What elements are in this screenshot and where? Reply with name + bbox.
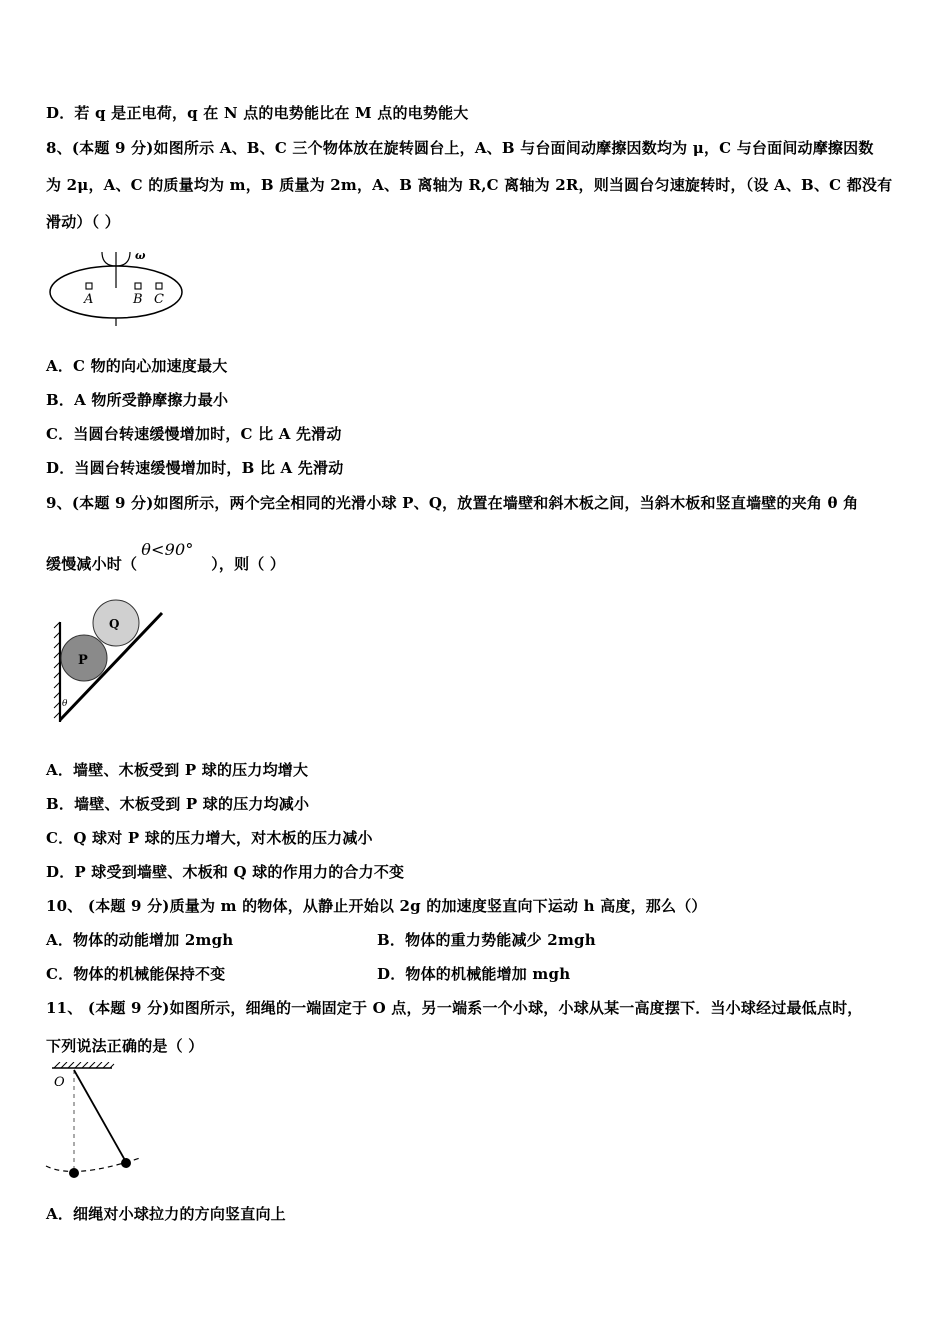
q9-angle-condition: θ<90° <box>141 540 194 559</box>
q9-stem-line2 <box>46 540 286 574</box>
label-theta: θ <box>62 699 68 709</box>
q10-option-d: D．物体的机械能增加 mgh <box>377 965 571 983</box>
q10-option-c: C．物体的机械能保持不变 <box>46 965 226 983</box>
label-a: A <box>84 292 94 307</box>
q7-option-d: D．若 q 是正电荷，q 在 N 点的电势能比在 M 点的电势能大 <box>46 104 469 122</box>
label-b: B <box>133 292 143 307</box>
label-o: O <box>54 1075 65 1090</box>
ball-bottom <box>69 1168 79 1178</box>
q9-stem-pre: 缓慢减小时（ <box>46 555 138 573</box>
q9-stem-post: ），则（ ） <box>211 555 286 573</box>
string <box>74 1070 126 1162</box>
q10-stem: 10、 (本题 9 分)质量为 m 的物体，从静止开始以 2g 的加速度竖直向下运动 h 高度，那么（） <box>46 897 707 915</box>
q11-stem-line1: 11、 (本题 9 分)如图所示，细绳的一端固定于 O 点，另一端系一个小球，小球从某一高度摆下．当小球经过最低点时， <box>46 999 863 1017</box>
q9-stem-line1: 9、(本题 9 分)如图所示，两个完全相同的光滑小球 P、Q，放置在墙壁和斜木板之间，当斜木板和竖直墙壁的夹角 θ 角 <box>46 494 859 512</box>
block-c <box>156 283 162 289</box>
q8-option-a: A．C 物的向心加速度最大 <box>46 357 228 375</box>
q10-option-b: B．物体的重力势能减少 2mgh <box>377 931 596 949</box>
block-b <box>135 283 141 289</box>
ball-side <box>121 1158 131 1168</box>
q11-stem-line2: 下列说法正确的是（ ） <box>46 1037 204 1055</box>
q11-option-a: A．细绳对小球拉力的方向竖直向上 <box>46 1205 286 1223</box>
q8-stem-line3: 滑动）（ ） <box>46 213 120 231</box>
omega-label: ω <box>135 249 146 262</box>
q8-option-c: C．当圆台转速缓慢增加时，C 比 A 先滑动 <box>46 425 342 443</box>
label-p: P <box>78 653 88 668</box>
q11-pendulum-figure <box>44 1062 144 1182</box>
q8-stem-line2: 为 2μ，A、C 的质量均为 m，B 质量为 2m，A、B 离轴为 R,C 离轴为 2R，则当圆台匀速旋转时，（设 A、B、C 都没有 <box>46 176 893 194</box>
label-c: C <box>154 292 164 307</box>
q8-turntable-figure <box>46 244 191 329</box>
q9-balls-figure <box>50 598 170 726</box>
q8-option-d: D．当圆台转速缓慢增加时，B 比 A 先滑动 <box>46 459 344 477</box>
q10-option-a: A．物体的动能增加 2mgh <box>46 931 234 949</box>
q8-option-b: B．A 物所受静摩擦力最小 <box>46 391 229 409</box>
block-a <box>86 283 92 289</box>
q9-option-b: B．墙壁、木板受到 P 球的压力均减小 <box>46 795 310 813</box>
q9-option-c: C．Q 球对 P 球的压力增大，对木板的压力减小 <box>46 829 373 847</box>
q9-option-d: D．P 球受到墙壁、木板和 Q 球的作用力的合力不变 <box>46 863 405 881</box>
q9-option-a: A．墙壁、木板受到 P 球的压力均增大 <box>46 761 309 779</box>
q8-stem-line1: 8、(本题 9 分)如图所示 A、B、C 三个物体放在旋转圆台上，A、B 与台面间动摩擦因数均为 μ，C 与台面间动摩擦因数 <box>46 139 874 157</box>
label-q: Q <box>109 617 120 631</box>
